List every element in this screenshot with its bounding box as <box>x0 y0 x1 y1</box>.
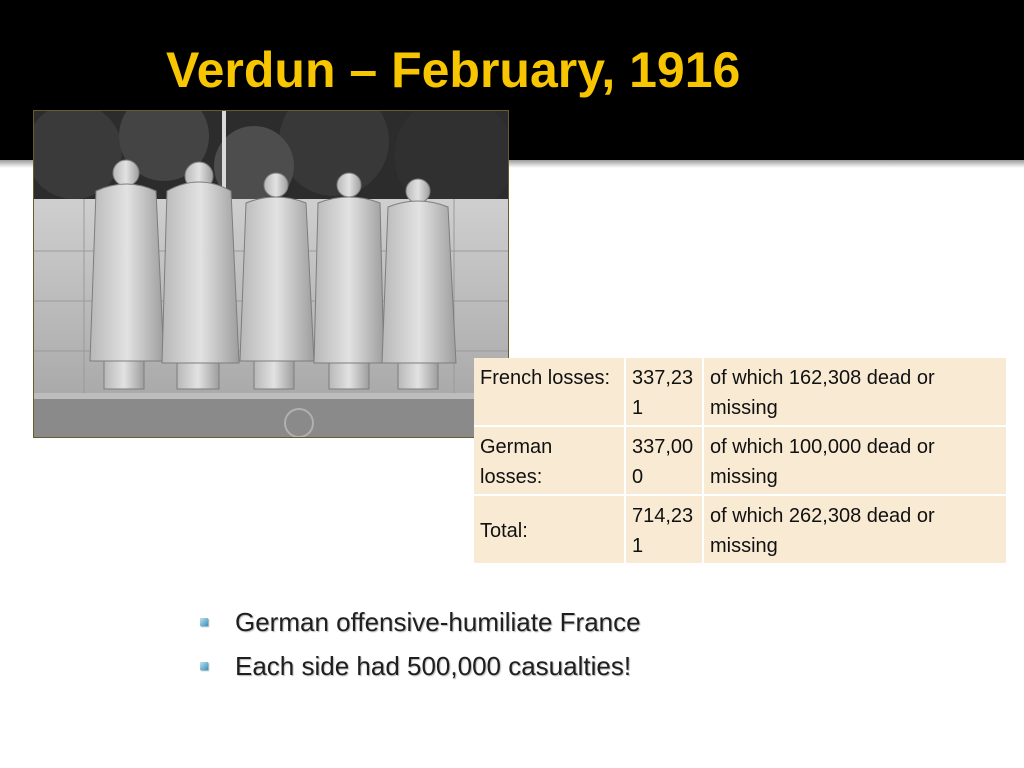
loss-detail: of which 262,308 dead or missing <box>703 495 1007 564</box>
memorial-photo <box>33 110 509 438</box>
table-row <box>474 358 1007 426</box>
losses-table <box>474 358 1008 565</box>
table-row <box>474 426 1007 495</box>
bullet-list <box>198 602 641 690</box>
bullet-square-icon <box>200 662 208 670</box>
memorial-photo-graphic <box>34 111 509 438</box>
loss-label: German losses: <box>474 426 625 495</box>
bullet-text: Each side had 500,000 casualties! <box>235 651 632 681</box>
list-item <box>198 646 641 690</box>
loss-detail: of which 100,000 dead or missing <box>703 426 1007 495</box>
slide-title: Verdun – February, 1916 <box>166 42 741 98</box>
table-row <box>474 495 1007 564</box>
loss-detail: of which 162,308 dead or missing <box>703 358 1007 426</box>
loss-value: 714,231 <box>625 495 703 564</box>
loss-label: French losses: <box>474 358 625 426</box>
bullet-square-icon <box>200 618 208 626</box>
list-item <box>198 602 641 646</box>
bullet-text: German offensive-humiliate France <box>235 607 641 637</box>
loss-value: 337,231 <box>625 358 703 426</box>
loss-label: Total: <box>474 495 625 564</box>
loss-value: 337,000 <box>625 426 703 495</box>
